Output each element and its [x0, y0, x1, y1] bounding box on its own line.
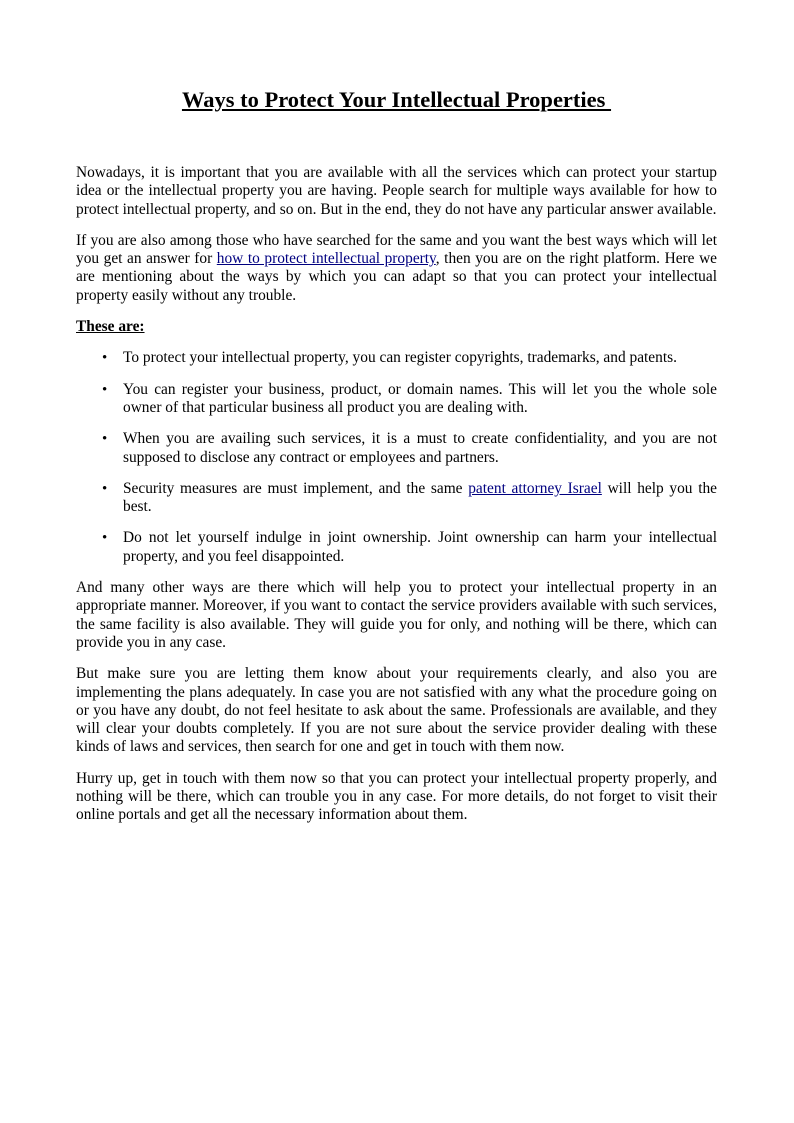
list-item-text-end: will help you the best. — [123, 479, 718, 516]
ways-list — [76, 349, 717, 566]
list-item — [76, 349, 717, 367]
paragraph-intro: Nowadays, it is important that you are available with all the services which can protect your startup idea or the intellectual property you are having. People search for multiple ways available for how to protect intellectual property, and so on. But in the end, they do not have any particular answer available. — [76, 164, 717, 218]
bullet-icon: • — [102, 431, 108, 448]
document-body — [76, 164, 717, 838]
paragraph-platform-text-start: If you are also among those who have searched for the same and you want the best ways which will let you get an answer for — [76, 231, 717, 268]
paragraph-other-ways: And many other ways are there which will help you to protect your intellectual property in an appropriate manner. Moreover, if you want to contact the service providers available with such services, the same facility is also available. They will guide you for only, and nothing will be there, which can provide you in any case. — [76, 579, 717, 651]
list-item — [76, 381, 717, 418]
list-item — [76, 480, 717, 517]
list-item — [76, 529, 717, 566]
paragraph-hurry-up: Hurry up, get in touch with them now so that you can protect your intellectual property properly, and nothing will be there, which can trouble you in any case. For more details, do not forget to visit their online portals and get all the necessary information about them. — [76, 769, 717, 824]
list-item — [76, 430, 717, 467]
paragraph-platform-text-end: , then you are on the right platform. Here we are mentioning about the ways by which you can adapt so that you can protect your intellectual property easily without any trouble. — [76, 250, 718, 304]
document-title: Ways to Protect Your Intellectual Properties — [181, 87, 612, 112]
bullet-icon: • — [102, 350, 108, 367]
paragraph-platform — [76, 232, 717, 305]
bullet-icon: • — [102, 381, 108, 398]
paragraph-requirements: But make sure you are letting them know about your requirements clearly, and also you are implementing the plans adequately. In case you are not satisfied with any what the procedure going on or you have any doubt, do not feel hesitate to ask about the same. Professionals are available, and they will clear your doubts completely. If you are not sure about the service provider dealing with these kinds of laws and services, then search for one and get in touch with them now. — [76, 665, 717, 756]
list-item-text-start: Security measures are must implement, and the same — [123, 479, 469, 497]
bullet-icon: • — [102, 480, 108, 497]
list-item-text: When you are availing such services, it is a must to create confidentiality, and you are not supposed to disclose any contract or employees and partners. — [123, 430, 717, 466]
list-item-text: Do not let yourself indulge in joint ownership. Joint ownership can harm your intellectual property, and you feel disappointed. — [123, 529, 717, 565]
list-item-text: You can register your business, product, or domain names. This will let you the whole sole owner of that particular business all product you are dealing with. — [123, 380, 717, 416]
list-intro-heading: These are: — [76, 318, 145, 336]
link-patent-attorney-israel[interactable]: patent attorney Israel — [468, 479, 602, 497]
bullet-icon: • — [102, 530, 108, 547]
link-how-to-protect-ip[interactable]: how to protect intellectual property — [216, 250, 436, 268]
list-item-text: To protect your intellectual property, you can register copyrights, trademarks, and patents. — [123, 349, 677, 367]
